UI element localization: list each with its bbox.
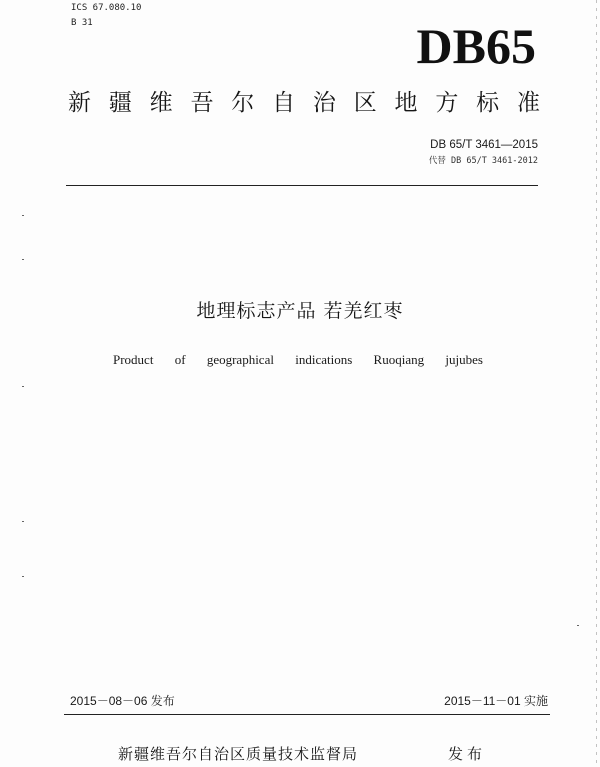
- scan-speck: [22, 576, 24, 577]
- standard-mark: DB65: [416, 18, 536, 74]
- issue-verb: 发布: [448, 745, 487, 763]
- header-divider: [66, 185, 538, 186]
- scan-speck: [577, 625, 579, 626]
- title-char: 准: [516, 90, 540, 116]
- english-word: Ruoqiang: [373, 352, 425, 367]
- title-char: 自: [272, 90, 296, 116]
- english-word: Product: [113, 352, 154, 367]
- scan-speck: [22, 521, 24, 522]
- english-word: of: [174, 352, 186, 367]
- title-char: 方: [435, 90, 459, 116]
- implementation-date: 2015－11－01 实施: [444, 694, 548, 708]
- standard-type-title: [68, 88, 540, 118]
- title-char: 新: [68, 90, 91, 116]
- classification-code: B 31: [71, 18, 93, 28]
- issue-date: 2015－08－06 发布: [70, 694, 175, 708]
- title-char: 标: [476, 90, 500, 116]
- standard-number: DB 65/T 3461—2015: [430, 139, 538, 151]
- title-char: 区: [353, 90, 377, 116]
- replaces-standard: 代替 DB 65/T 3461-2012: [428, 156, 538, 166]
- scan-speck: [22, 259, 24, 260]
- title-char: 维: [149, 90, 173, 116]
- english-word: geographical: [206, 352, 274, 367]
- title-char: 疆: [108, 90, 132, 116]
- footer-divider: [64, 714, 550, 715]
- product-name-english: [113, 352, 483, 368]
- english-word: indications: [295, 352, 353, 367]
- title-char: 尔: [231, 90, 255, 116]
- issuing-authority: 新疆维吾尔自治区质量技术监督局: [118, 745, 359, 763]
- scan-edge-artifact: [596, 0, 597, 767]
- title-char: 地: [394, 90, 418, 116]
- title-char: 治: [312, 90, 336, 116]
- ics-code: ICS 67.080.10: [71, 3, 142, 13]
- product-name-chinese: 地理标志产品 若羌红枣: [196, 300, 404, 322]
- title-char: 吾: [190, 90, 214, 116]
- scan-speck: [22, 386, 24, 387]
- english-word: jujubes: [445, 352, 483, 367]
- scan-speck: [22, 215, 24, 216]
